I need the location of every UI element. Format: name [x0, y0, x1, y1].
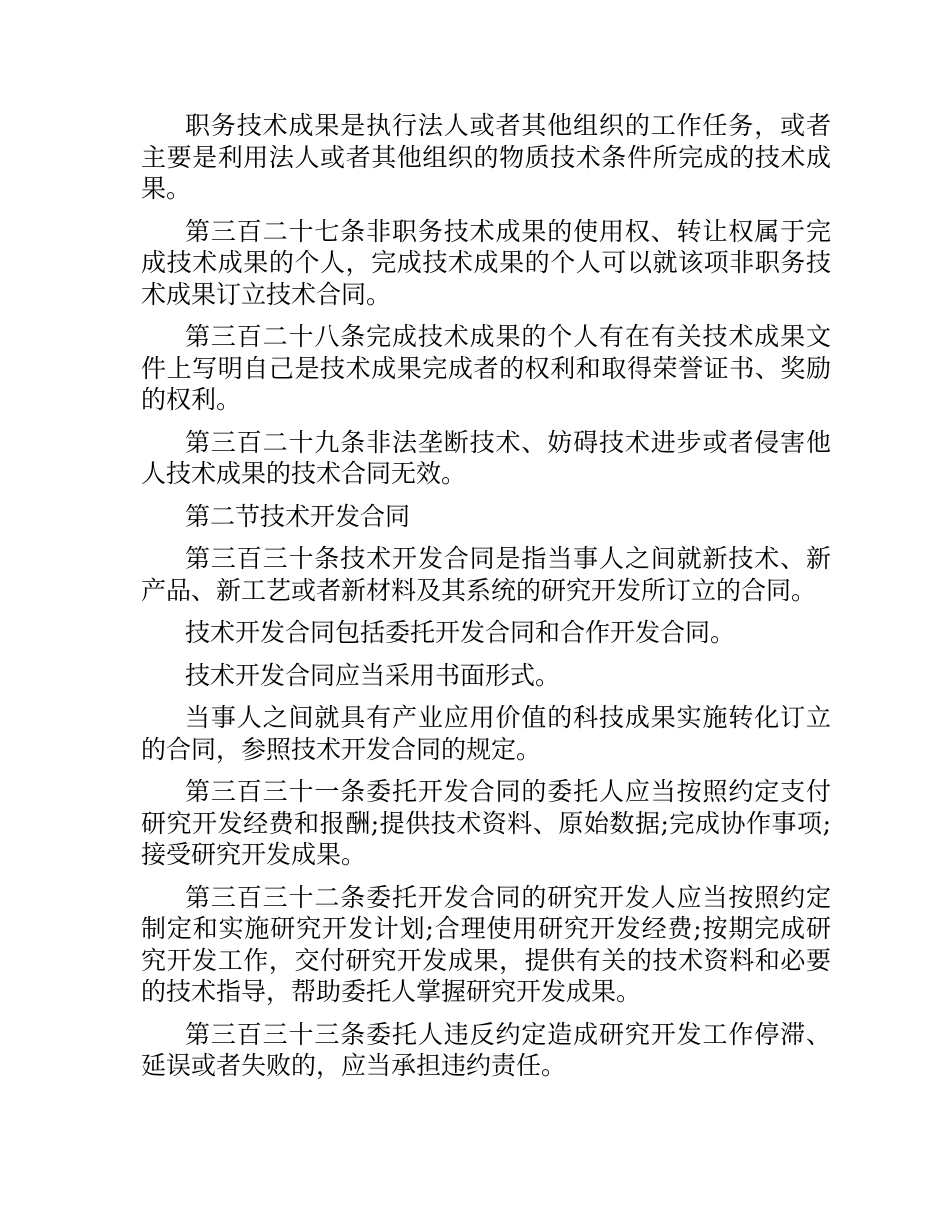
- document-page: [141, 110, 831, 1093]
- paragraph-written-form: 技术开发合同应当采用书面形式。: [185, 660, 561, 690]
- paragraph-article-332: 第三百三十二条委托开发合同的研究开发人应当按照约定制定和实施研究开发计划;合理使用研究开发经费;按期完成研究开发工作，交付研究开发成果，提供有关的技术资料和必要的技术指导，帮助委托人掌握研究开发成果。: [141, 882, 831, 1006]
- paragraph-article-328: 第三百二十八条完成技术成果的个人有在有关技术成果文件上写明自己是技术成果完成者的权利和取得荣誉证书、奖励的权利。: [141, 322, 831, 414]
- paragraph-article-333: 第三百三十三条委托人违反约定造成研究开发工作停滞、延误或者失败的，应当承担违约责任。: [141, 1019, 831, 1080]
- paragraph-article-331: 第三百三十一条委托开发合同的委托人应当按照约定支付研究开发经费和报酬;提供技术资料、原始数据;完成协作事项;接受研究开发成果。: [141, 777, 831, 869]
- paragraph-contract-types: 技术开发合同包括委托开发合同和合作开发合同。: [185, 618, 736, 647]
- paragraph-duty-tech-result: 职务技术成果是执行法人或者其他组织的工作任务，或者主要是利用法人或者其他组织的物质技术条件所完成的技术成果。: [141, 111, 831, 203]
- paragraph-tech-transfer: 当事人之间就具有产业应用价值的科技成果实施转化订立的合同，参照技术开发合同的规定。: [141, 703, 831, 764]
- paragraph-article-329: 第三百二十九条非法垄断技术、妨碍技术进步或者侵害他人技术成果的技术合同无效。: [141, 427, 831, 488]
- paragraph-article-330: 第三百三十条技术开发合同是指当事人之间就新技术、新产品、新工艺或者新材料及其系统的研究开发所订立的合同。: [141, 544, 831, 605]
- section-heading-tech-development-contract: 第二节技术开发合同: [185, 501, 411, 531]
- paragraph-article-327: 第三百二十七条非职务技术成果的使用权、转让权属于完成技术成果的个人，完成技术成果的个人可以就该项非职务技术成果订立技术合同。: [141, 216, 831, 309]
